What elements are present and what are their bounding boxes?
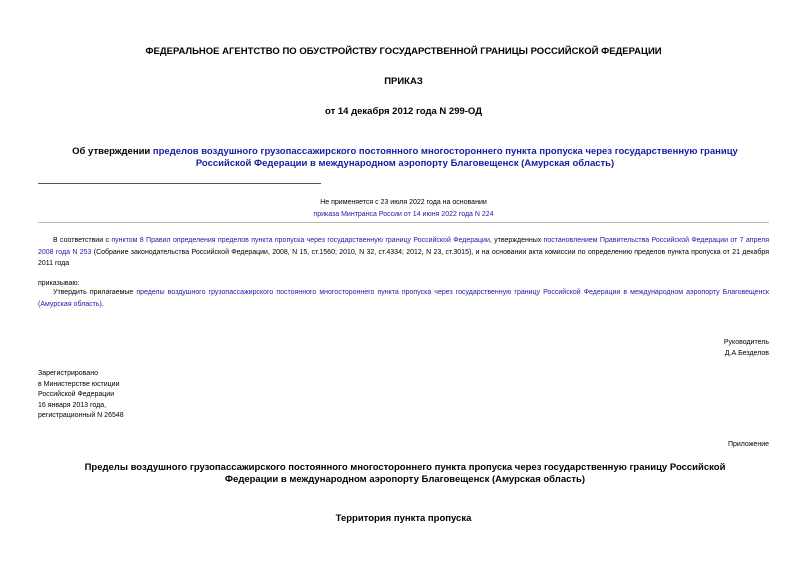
signature-block — [724, 337, 769, 359]
signatory-position: Руководитель — [723, 339, 769, 346]
preamble-paragraph — [38, 235, 769, 270]
resolution-link[interactable]: постановлением Правительства Российской Федерации от 7 апреля 2008 года N 253 — [38, 237, 770, 256]
divider — [38, 222, 769, 223]
appendix-title: Пределы воздушного грузопассажирского постоянного многостороннего пункта пропуска через государственную границу Российской Федерации в международном аэропорту Благовещенск (Амурская область) — [84, 462, 726, 485]
limits-link[interactable]: пределы воздушного грузопассажирского постоянного многостороннего пункта пропуска через государственную границу Российской Федерации в международном аэропорту Благовещенск (Амурская область) — [38, 289, 769, 308]
rules-link[interactable]: пунктом 8 Правил определения пределов пункта пропуска через государственную границу Российской Федерации — [111, 237, 490, 244]
paragraph-text: (Собрание законодательства Российской Федерации, 2008, N 15, ст.1560; 2010, N 32, ст.4334; 2012, N 23, ст.3015), и на основании акта комиссии по определению пределов пункта пропуска от 21 декабря 2011 года — [38, 248, 769, 267]
signatory-name: Д.А.Безделов — [724, 350, 769, 357]
registration-line: 16 января 2013 года, — [38, 401, 107, 409]
registration-line: Российской Федерации — [38, 391, 115, 398]
paragraph-text: В соответствии с — [53, 237, 112, 244]
agency-name: ФЕДЕРАЛЬНОЕ АГЕНТСТВО ПО ОБУСТРОЙСТВУ ГОСУДАРСТВЕННОЙ ГРАНИЦЫ РОССИЙСКОЙ ФЕДЕРАЦИИ — [145, 46, 662, 57]
section-heading: Территория пункта пропуска — [335, 513, 472, 524]
document-date: от 14 декабря 2012 года N 299-ОД — [325, 106, 482, 117]
registration-line: в Министерстве юстиции — [38, 380, 120, 388]
paragraph-text: , утвержденных — [489, 237, 544, 244]
status-note — [0, 197, 807, 221]
title-link[interactable]: пределов воздушного грузопассажирского постоянного многостороннего пункта пропуска через государственную границу Российской Федерации в международном аэропорту Благовещенск (Амурская область) — [152, 146, 738, 169]
paragraph-text: . — [101, 300, 104, 308]
status-link[interactable]: приказа Минтранса России от 14 июня 2022 года N 224 — [313, 211, 494, 218]
title-prefix: Об утверждении — [72, 146, 153, 157]
registration-block — [38, 369, 124, 422]
divider — [38, 183, 321, 184]
document-type: ПРИКАЗ — [384, 76, 423, 87]
status-text: Не применяется с 23 июля 2022 года на основании — [320, 199, 487, 206]
document-title — [60, 146, 750, 170]
order-word: приказываю: — [38, 280, 80, 287]
paragraph-text: Утвердить прилагаемые — [53, 289, 137, 296]
registration-line: регистрационный N 26548 — [38, 412, 124, 419]
approve-paragraph — [38, 287, 769, 310]
appendix-label: Приложение — [727, 441, 769, 448]
registration-line: Зарегистрировано — [38, 370, 98, 377]
